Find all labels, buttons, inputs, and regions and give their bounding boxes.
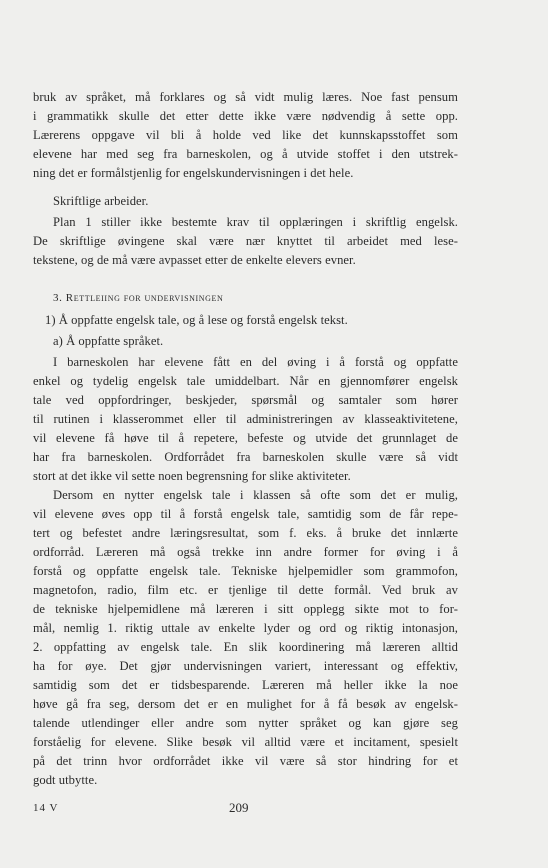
subsection-heading: a) Å oppfatte språket. <box>53 334 164 348</box>
text-line: til rutinen i klasserommet eller til administreringen av klasseaktivitetene, <box>33 412 458 426</box>
text-line: Plan 1 stiller ikke bestemte krav til opplæringen i skriftlig engelsk. <box>53 215 458 229</box>
section-subheading: Skriftlige arbeider. <box>53 194 149 208</box>
text-line: talende utlendinger eller andre som nytter språket og kan gjøre seg <box>33 716 458 730</box>
text-line: stort at det ikke vil sette noen begrensning for slike aktiviteter. <box>33 469 351 483</box>
page-number: 209 <box>229 800 249 815</box>
text-line: ning det er formålstjenlig for engelskundervisningen i det hele. <box>33 166 354 180</box>
text-line: forstå og oppfatte engelsk tale. Tekniske hjelpemidler som grammofon, <box>33 564 458 578</box>
text-line: høve gå fra seg, dersom det er en mulighet for å få besøk av engelsk- <box>33 697 458 711</box>
text-line: tekstene, og de må være avpasset etter de enkelte elevers evner. <box>33 253 356 267</box>
text-line: elevene har med seg fra barneskolen, og å utvide stoffet i den utstrek- <box>33 147 458 161</box>
text-line: De skriftlige øvingene skal være nær knyttet til arbeidet med lese- <box>33 234 458 248</box>
text-line: samtidig som det er tidsbesparende. Læreren må heller ikke la noe <box>33 678 458 692</box>
text-line: forståelig for elevene. Slike besøk vil alltid være et incitament, spesielt <box>33 735 458 749</box>
text-line: godt utbytte. <box>33 773 98 787</box>
text-line: Lærerens oppgave vil bli å holde ved like det kunnskapsstoffet som <box>33 128 458 142</box>
text-line: ordforråd. Læreren må også trekke inn andre former for øving i å <box>33 545 458 559</box>
text-line: vil elevene få høve til å repetere, befeste og utvide det grunnlaget de <box>33 431 458 445</box>
section-heading <box>53 290 223 306</box>
text-line: tert og befestet andre læringsresultat, som f. eks. å bruke det innlærte <box>33 526 458 540</box>
text-line: har fra barneskolen. Ordforrådet fra barneskolen skulle være så vidt <box>33 450 458 464</box>
text-line: vil elevene øves opp til å forstå engelsk tale, samtidig som de får repe- <box>33 507 458 521</box>
subsection-heading: 1) Å oppfatte engelsk tale, og å lese og forstå engelsk tekst. <box>45 313 348 327</box>
text-line: de tekniske hjelpemidlene må læreren i sitt opplegg sikte mot to for- <box>33 602 458 616</box>
text-line: på det trinn hvor ordforrådet ikke vil være så stor hindring for et <box>33 754 458 768</box>
text-line: mål, nemlig 1. riktig uttale av enkelte lyder og ord og riktig intonasjon, <box>33 621 458 635</box>
text-line: i grammatikk skulle det etter dette ikke være nødvendig å sette opp. <box>33 109 458 123</box>
printer-signature: 14 V <box>33 802 59 814</box>
text-line: Dersom en nytter engelsk tale i klassen så ofte som det er mulig, <box>53 488 458 502</box>
text-line: bruk av språket, må forklares og så vidt mulig læres. Noe fast pensum <box>33 90 458 104</box>
text-line: magnetofon, radio, film etc. er tjenlige til dette formål. Ved bruk av <box>33 583 458 597</box>
text-line: tale ved oppfordringer, beskjeder, spørsmål og samtaler som hører <box>33 393 458 407</box>
text-line: 2. oppfatting av engelsk tale. En slik koordinering må læreren alltid <box>33 640 458 654</box>
text-line: I barneskolen har elevene fått en del øving i å forstå og oppfatte <box>53 355 458 369</box>
text-line: ha for øye. Det gjør undervisningen variert, interessant og effektiv, <box>33 659 458 673</box>
section-heading-text: 3. Rettleiing for undervisningen <box>53 292 224 304</box>
text-line: enkel og tydelig engelsk tale umiddelbart. Når en gjennomfører engelsk <box>33 374 458 388</box>
